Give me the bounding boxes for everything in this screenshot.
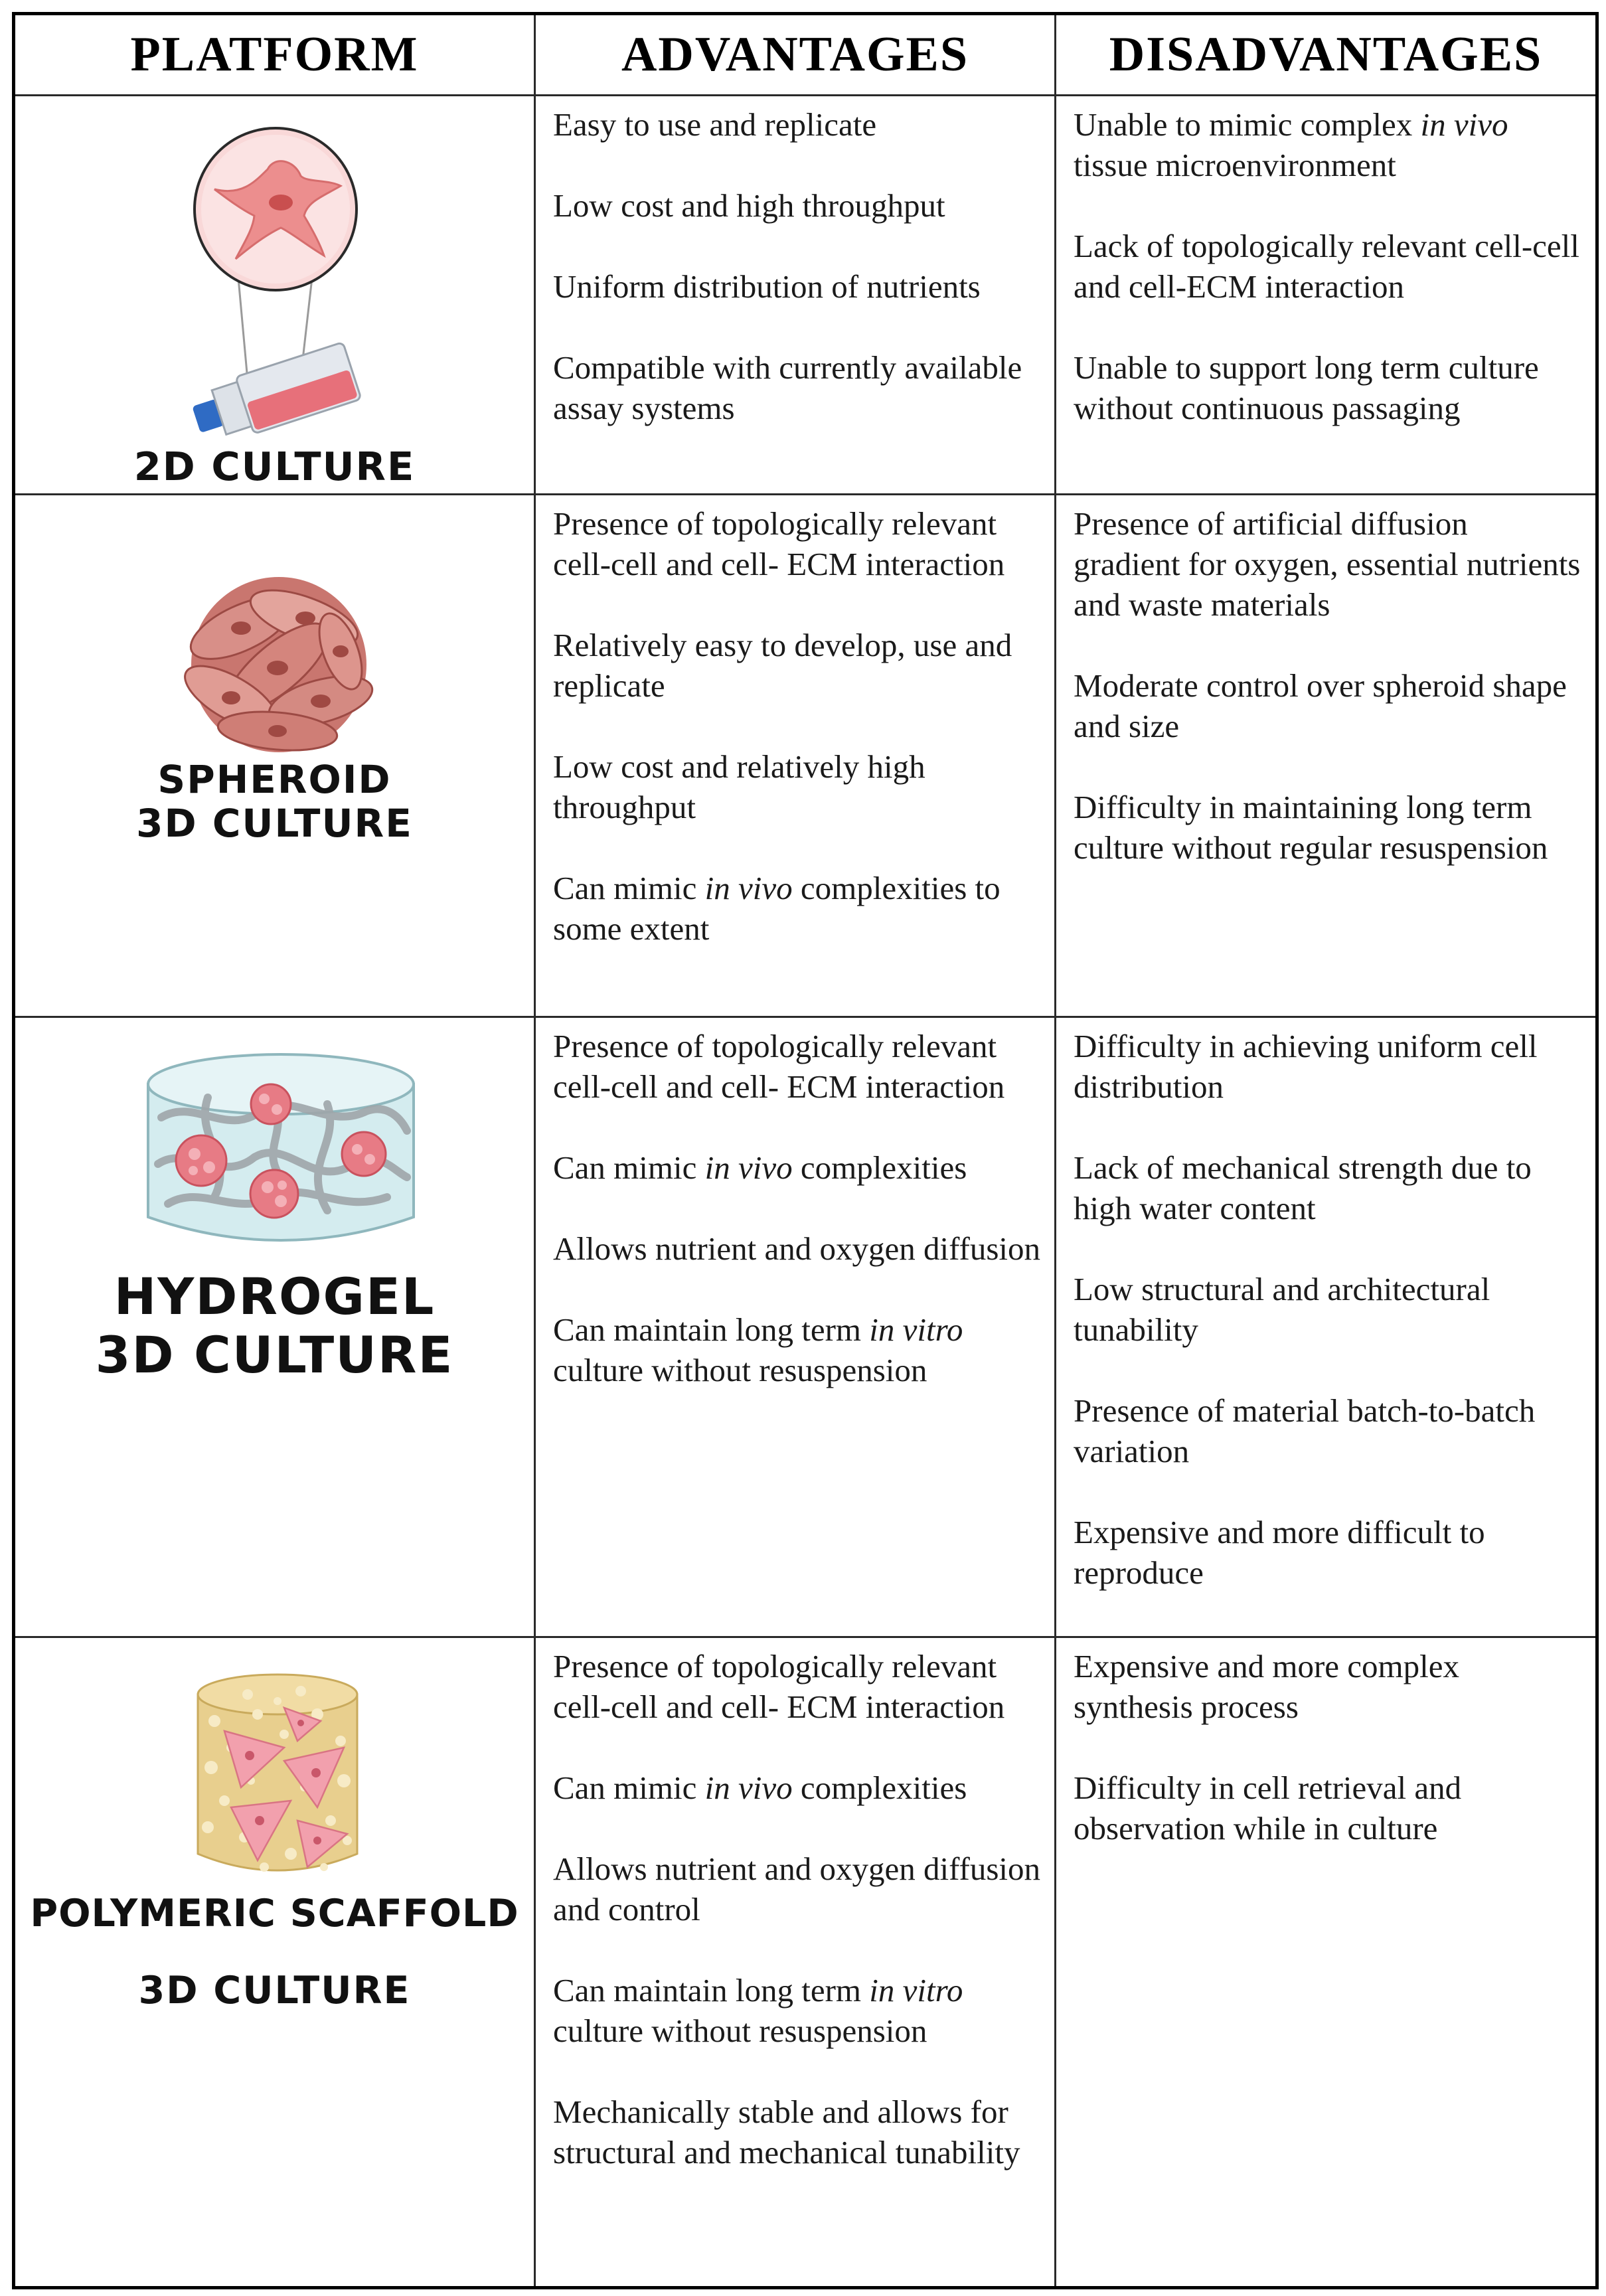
disadvantage-item: Low structural and architectural tunability — [1074, 1271, 1490, 1348]
advantage-item: Low cost and high throughput — [553, 187, 945, 224]
header-platform: PLATFORM — [14, 14, 535, 96]
advantage-item: Can mimic in vivo complexities to some extent — [553, 870, 1001, 947]
platform-name-line2: 3D CULTURE — [95, 1325, 454, 1384]
platform-cell — [14, 1017, 535, 1637]
advantage-item: Presence of topologically relevant cell-cell and cell- ECM interaction — [553, 1648, 1005, 1725]
cell-flask-icon — [175, 116, 374, 461]
italic-term: in vivo — [704, 870, 793, 906]
advantages-cell — [535, 96, 1056, 495]
disadvantage-item: Presence of artificial diffusion gradient for oxygen, essential nutrients and waste materials — [1074, 505, 1581, 623]
disadvantage-item: Unable to support long term culture without continuous passaging — [1074, 349, 1539, 426]
disadvantage-item: Expensive and more complex synthesis process — [1074, 1648, 1460, 1725]
disadvantage-item: Lack of topologically relevant cell-cell and cell-ECM interaction — [1074, 228, 1579, 305]
disadvantage-item: Difficulty in achieving uniform cell distribution — [1074, 1028, 1538, 1105]
advantage-item: Allows nutrient and oxygen diffusion — [553, 1230, 1041, 1267]
platform-name-line1: 2D CULTURE — [133, 444, 416, 489]
advantage-item: Relatively easy to develop, use and replicate — [553, 627, 1012, 704]
spheroid-icon — [178, 568, 377, 761]
advantage-item: Uniform distribution of nutrients — [553, 268, 981, 305]
italic-term: in vitro — [869, 1311, 963, 1348]
advantage-item: Mechanically stable and allows for structural and mechanical tunability — [553, 2093, 1020, 2171]
row-polymeric-scaffold — [14, 1637, 1597, 2288]
row-spheroid — [14, 495, 1597, 1017]
italic-term: in vivo — [1420, 106, 1508, 143]
culture-platform-table — [12, 12, 1599, 2289]
advantages-cell — [535, 495, 1056, 1017]
platform-name-line1: HYDROGEL — [114, 1267, 436, 1326]
polymeric-scaffold-icon — [185, 1668, 370, 1887]
platform-name-line2: 3D CULTURE — [136, 801, 413, 846]
advantage-item: Presence of topologically relevant cell-cell and cell- ECM interaction — [553, 505, 1005, 582]
disadvantage-item: Moderate control over spheroid shape and size — [1074, 667, 1567, 744]
disadvantages-cell — [1056, 1017, 1597, 1637]
platform-cell — [14, 495, 535, 1017]
platform-cell — [14, 96, 535, 495]
advantage-item: Can mimic in vivo complexities — [553, 1769, 967, 1806]
row-hydrogel — [14, 1017, 1597, 1637]
advantage-item: Presence of topologically relevant cell-cell and cell- ECM interaction — [553, 1028, 1005, 1105]
platform-cell — [14, 1637, 535, 2288]
header-advantages: ADVANTAGES — [535, 14, 1056, 96]
italic-term: in vivo — [704, 1149, 793, 1186]
advantages-cell — [535, 1017, 1056, 1637]
advantage-item: Low cost and relatively high throughput — [553, 748, 925, 825]
disadvantages-cell — [1056, 1637, 1597, 2288]
disadvantages-cell — [1056, 495, 1597, 1017]
disadvantages-cell — [1056, 96, 1597, 495]
advantage-item: Can maintain long term in vitro culture without resuspension — [553, 1972, 963, 2049]
header-disadvantages: DISADVANTAGES — [1056, 14, 1597, 96]
italic-term: in vivo — [704, 1769, 793, 1806]
row-2d-culture — [14, 96, 1597, 495]
advantage-item: Allows nutrient and oxygen diffusion and control — [553, 1850, 1041, 1927]
disadvantage-item: Expensive and more difficult to reproduce — [1074, 1514, 1485, 1591]
hydrogel-icon — [128, 1044, 434, 1270]
platform-name-line1: POLYMERIC SCAFFOLD — [30, 1892, 519, 1935]
platform-name-line2: 3D CULTURE — [138, 1969, 411, 2012]
advantage-item: Can mimic in vivo complexities — [553, 1149, 967, 1186]
disadvantage-item: Lack of mechanical strength due to high water content — [1074, 1149, 1532, 1226]
advantages-cell — [535, 1637, 1056, 2288]
comparison-sheet — [12, 12, 1595, 2286]
advantage-item: Compatible with currently available assay systems — [553, 349, 1022, 426]
disadvantage-item: Presence of material batch-to-batch variation — [1074, 1392, 1536, 1469]
italic-term: in vitro — [869, 1972, 963, 2009]
disadvantage-item: Unable to mimic complex in vivo tissue microenvironment — [1074, 106, 1508, 183]
header-row — [14, 14, 1597, 96]
disadvantage-item: Difficulty in cell retrieval and observation while in culture — [1074, 1769, 1462, 1846]
advantage-item: Can maintain long term in vitro culture without resuspension — [553, 1311, 963, 1388]
platform-name-line1: SPHEROID — [157, 757, 392, 802]
disadvantage-item: Difficulty in maintaining long term culture without regular resuspension — [1074, 789, 1548, 866]
advantage-item: Easy to use and replicate — [553, 106, 877, 143]
